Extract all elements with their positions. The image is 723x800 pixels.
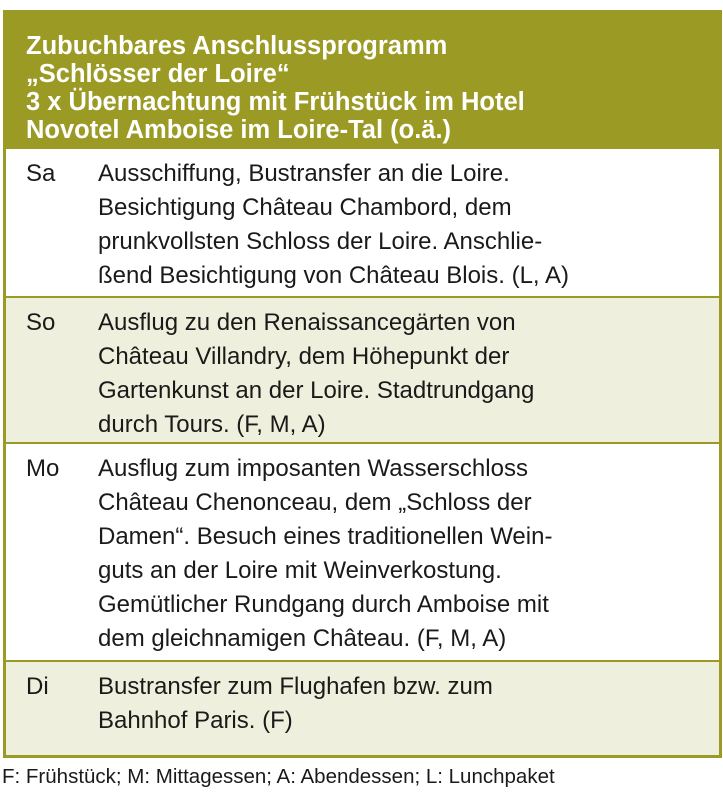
description-line: Damen“. Besuch eines traditionellen Wein- [98, 523, 553, 550]
description-line: durch Tours. (F, M, A) [98, 411, 326, 438]
day-label: Mo [26, 455, 60, 482]
description-line: prunkvollsten Schloss der Loire. Anschlie- [98, 228, 543, 255]
header-subtitle: „Schlösser der Loire“ [26, 60, 290, 88]
day-label: So [26, 309, 56, 336]
day-row-di [6, 662, 719, 755]
description-line: Château Villandry, dem Höhepunkt der [98, 343, 510, 370]
day-description [98, 306, 719, 442]
description-line: Bahnhof Paris. (F) [98, 707, 293, 734]
day-row-mo [6, 444, 719, 662]
description-line: Gartenkunst an der Loire. Stadtrundgang [98, 377, 535, 404]
description-line: dem gleichnamigen Château. (F, M, A) [98, 625, 507, 652]
day-description [98, 452, 719, 660]
description-line: Besichtigung Château Chambord, dem [98, 194, 512, 221]
day-row-sa [6, 149, 719, 298]
header-title: Zubuchbares Anschlussprogramm [26, 32, 448, 60]
description-line: Ausflug zum imposanten Wasserschloss [98, 455, 528, 482]
meal-legend: F: Frühstück; M: Mittagessen; A: Abendessen; L: Lunchpaket [2, 765, 555, 788]
description-line: Ausflug zu den Renaissancegärten von [98, 309, 516, 336]
day-description [98, 670, 719, 755]
description-line: Gemütlicher Rundgang durch Amboise mit [98, 591, 549, 618]
day-label: Sa [26, 160, 56, 187]
description-line: guts an der Loire mit Weinverkostung. [98, 557, 502, 584]
description-line: Château Chenonceau, dem „Schloss der [98, 489, 532, 516]
day-label: Di [26, 673, 49, 700]
description-line: Ausschiffung, Bustransfer an die Loire. [98, 160, 510, 187]
program-box [3, 10, 722, 758]
description-line: ßend Besichtigung von Château Blois. (L, A) [98, 262, 569, 289]
header-accommodation: 3 x Übernachtung mit Frühstück im Hotel [26, 88, 525, 116]
program-header [6, 13, 719, 149]
day-row-so [6, 298, 719, 444]
description-line: Bustransfer zum Flughafen bzw. zum [98, 673, 493, 700]
day-description [98, 157, 719, 296]
header-hotel: Novotel Amboise im Loire-Tal (o.ä.) [26, 116, 452, 144]
